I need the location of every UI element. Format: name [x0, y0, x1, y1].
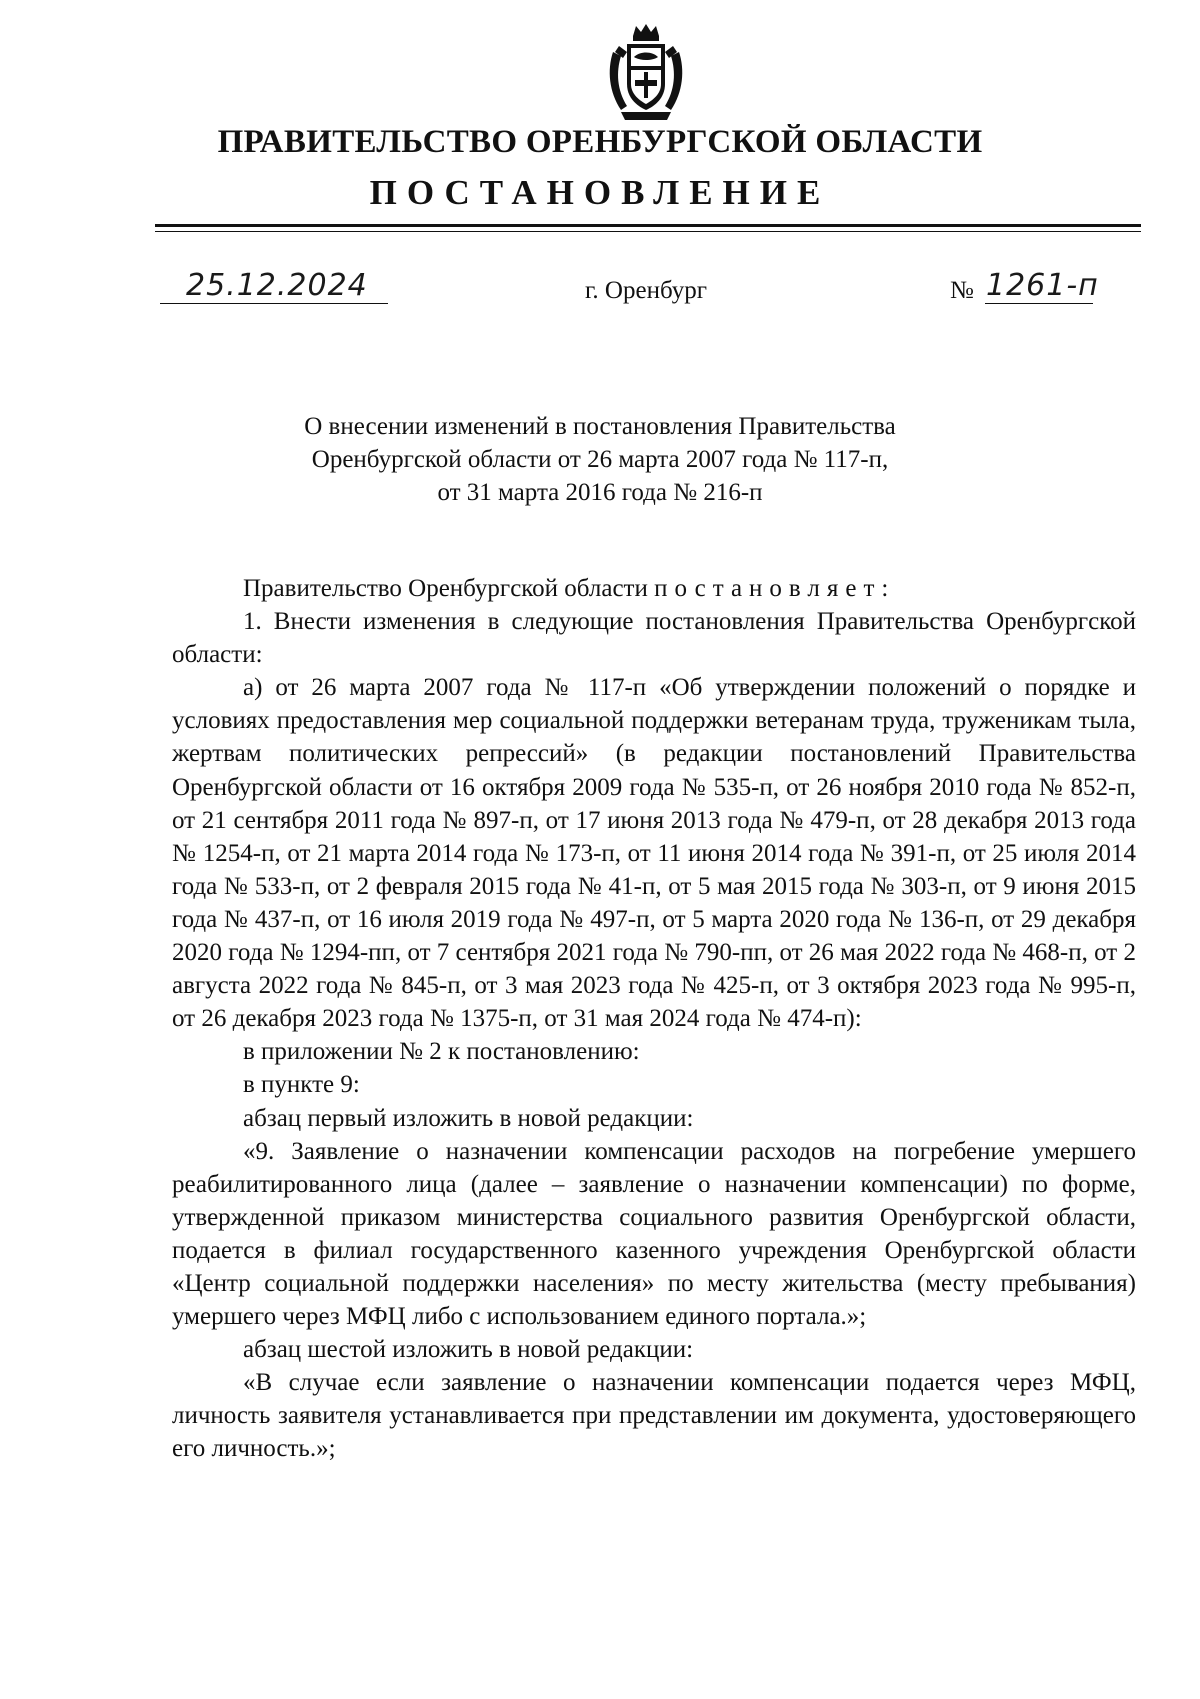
document-date: 25.12.2024: [186, 268, 368, 303]
paragraph: в пункте 9:: [243, 1071, 360, 1099]
document-type-heading: ПОСТАНОВЛЕНИЕ: [369, 173, 831, 212]
paragraph: абзац первый изложить в новой редакции:: [243, 1104, 694, 1132]
document-city: г. Оренбург: [585, 277, 707, 304]
document-number: 1261-п: [986, 268, 1099, 303]
preamble: [172, 572, 1136, 605]
paragraph: «9. Заявление о назначении компенсации расходов на погребение умершего реабилитированного лица (далее – заявление о назначении компенсации) по форме, утвержденной приказом министерства социального развития Оренбургской области, подается в филиал государственного казенного учреждения Оренбургской области «Центр социальной поддержки населения» по месту жительства (месту пребывания) умершего через МФЦ либо с использованием единого портала.»;: [172, 1137, 1136, 1331]
paragraph: а) от 26 марта 2007 года № 117-п «Об утверждении положений о порядке и условиях предоставления мер социальной поддержки ветеранам труда, труженикам тыла, жертвам политических репрессий» (в редакции постановлений Правительства Оренбургской области от 16 октября 2009 года № 535-п, от 26 ноября 2010 года № 852-п, от 21 сентября 2011 года № 897-п, от 17 июня 2013 года № 479-п, от 28 декабря 2013 года № 1254-п, от 21 марта 2014 года № 173-п, от 11 июня 2014 года № 391-п, от 25 июля 2014 года № 533-п, от 2 февраля 2015 года № 41-п, от 5 мая 2015 года № 303-п, от 9 июня 2015 года № 437-п, от 16 июля 2019 года № 497-п, от 5 марта 2020 года № 136-п, от 29 декабря 2020 года № 1294-пп, от 7 сентября 2021 года № 790-пп, от 26 мая 2022 года № 468-п, от 2 августа 2022 года № 845-п, от 3 мая 2023 года № 425-п, от 3 октября 2023 года № 995-п, от 26 декабря 2023 года № 1375-п, от 31 мая 2024 года № 474-п):: [172, 674, 1136, 1033]
paragraph: «В случае если заявление о назначении компенсации подается через МФЦ, личность заявителя устанавливается при представлении им документа, удостоверяющего его личность.»;: [172, 1369, 1136, 1463]
paragraph: в приложении № 2 к постановлению:: [243, 1038, 640, 1066]
government-title: ПРАВИТЕЛЬСТВО ОРЕНБУРГСКОЙ ОБЛАСТИ: [217, 124, 983, 160]
document-subject: [0, 410, 1200, 509]
subject-line: Оренбургской области от 26 марта 2007 года № 117-п,: [311, 446, 889, 473]
header-rule-thick: [155, 224, 1141, 227]
paragraph: абзац шестой изложить в новой редакции:: [243, 1336, 694, 1364]
header-rule-thin: [155, 231, 1141, 232]
preamble-keyword: постановляет:: [654, 575, 896, 602]
number-underline: [985, 303, 1093, 304]
document-number-label: №: [950, 277, 974, 304]
document-body: [172, 572, 1136, 1466]
preamble-text: Правительство Оренбургской области: [243, 575, 655, 602]
paragraph: 1. Внести изменения в следующие постановления Правительства Оренбургской области:: [172, 608, 1136, 669]
subject-line: от 31 марта 2016 года № 216-п: [437, 479, 763, 506]
coat-of-arms-icon: [603, 22, 689, 122]
subject-line: О внесении изменений в постановления Правительства: [304, 413, 896, 440]
date-underline: [160, 303, 388, 304]
